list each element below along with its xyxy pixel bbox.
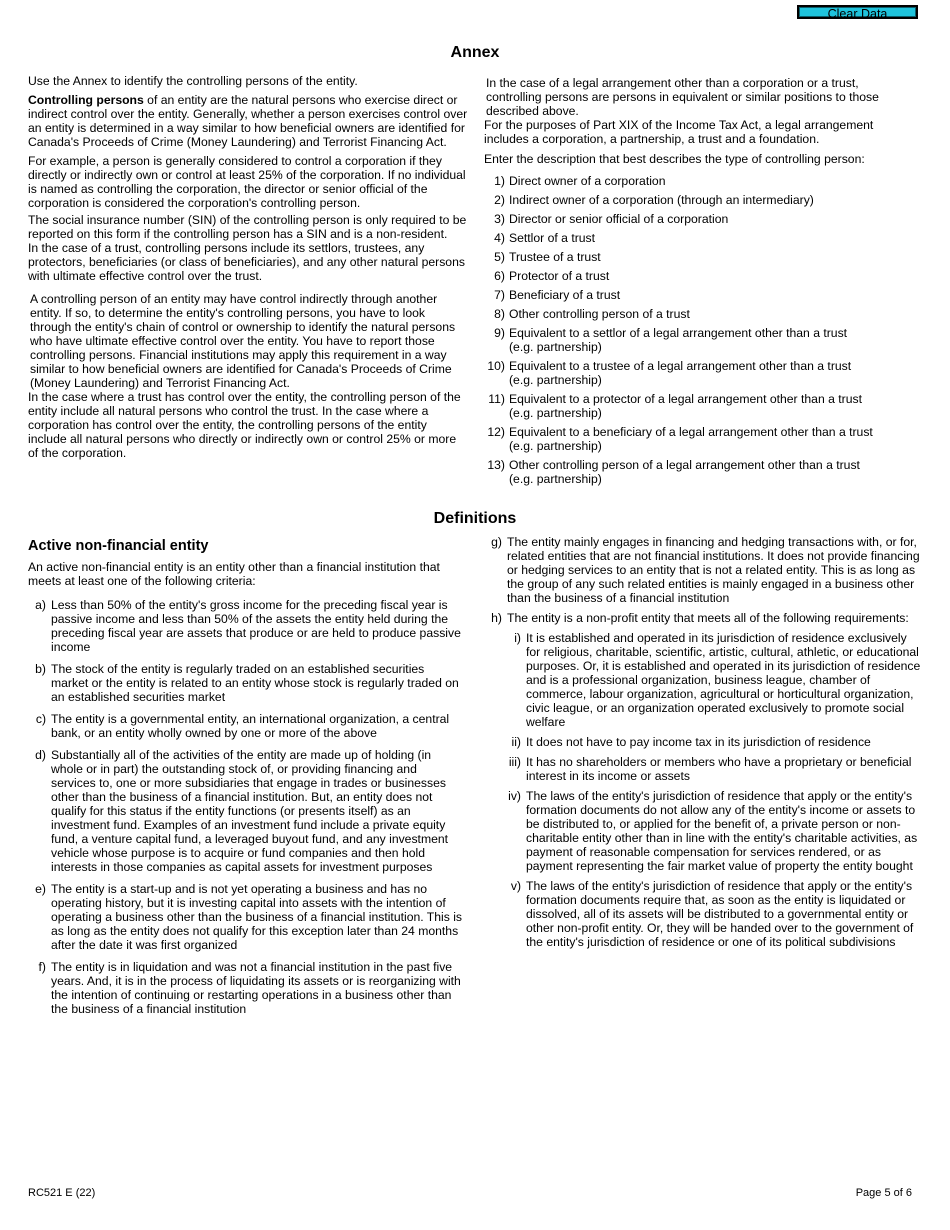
legal-arrangement-paragraph: In the case of a legal arrangement other than a corporation or a trust, controlling persons are persons in equivalent or similar positions to those described above. bbox=[486, 76, 879, 118]
type-label: Other controlling person of a legal arrangement other than a trust bbox=[509, 458, 860, 472]
type-body bbox=[509, 425, 873, 453]
page-number: Page 5 of 6 bbox=[855, 1187, 912, 1199]
criterion-text: The entity is in liquidation and was not a financial institution in the past five years. And, it is in the process of liquidating its assets or is reorganizing with the intention of continuing or restarting operations in a business other than the business of a financial institution bbox=[51, 960, 461, 1016]
controlling-person-type-item bbox=[484, 269, 904, 283]
criterion-text: The entity is a non-profit entity that meets all of the following requirements: bbox=[507, 611, 909, 625]
controlling-person-type-item bbox=[484, 174, 904, 188]
type-label: Direct owner of a corporation bbox=[509, 174, 666, 188]
active-nfe-heading: Active non-financial entity bbox=[28, 538, 209, 554]
criterion-item bbox=[28, 712, 463, 740]
controlling-person-type-item bbox=[484, 231, 904, 245]
type-number: 1) bbox=[494, 174, 505, 188]
controlling-persons-paragraph bbox=[28, 93, 468, 149]
annex-right-column bbox=[484, 76, 904, 491]
criterion-text: Less than 50% of the entity's gross income for the preceding fiscal year is passive income and less than 50% of the assets the entity held during the preceding fiscal year are assets that produce or are held to produce passive income bbox=[51, 598, 461, 654]
criterion-text: It does not have to pay income tax in its jurisdiction of residence bbox=[526, 735, 871, 749]
controlling-person-type-item bbox=[484, 425, 904, 453]
criterion-item bbox=[28, 662, 463, 704]
type-body bbox=[509, 174, 665, 188]
type-number: 8) bbox=[494, 307, 505, 321]
criteria-list-left bbox=[28, 598, 463, 1016]
annex-left-column bbox=[28, 74, 468, 460]
criterion-item bbox=[28, 748, 463, 874]
type-label: Equivalent to a settlor of a legal arrangement other than a trust bbox=[509, 326, 848, 340]
criterion-item bbox=[502, 879, 923, 949]
criterion-marker: g) bbox=[491, 535, 502, 549]
controlling-person-type-item bbox=[484, 307, 904, 321]
criterion-marker: h) bbox=[491, 611, 502, 625]
criterion-marker: e) bbox=[35, 882, 46, 896]
criterion-item bbox=[502, 789, 923, 873]
type-label: Equivalent to a beneficiary of a legal arrangement other than a trust bbox=[509, 425, 873, 439]
definitions-left-column bbox=[28, 538, 463, 1024]
clear-data-button[interactable]: Clear Data bbox=[797, 5, 918, 19]
criterion-marker: i) bbox=[514, 631, 521, 645]
type-number: 6) bbox=[494, 269, 505, 283]
controlling-person-type-item bbox=[484, 193, 904, 207]
active-nfe-intro: An active non-financial entity is an entity other than a financial institution that meets at least one of the following criteria: bbox=[28, 560, 440, 588]
controlling-person-type-item bbox=[484, 458, 904, 486]
type-body bbox=[509, 307, 690, 321]
type-number: 3) bbox=[494, 212, 505, 226]
type-number: 5) bbox=[494, 250, 505, 264]
criterion-marker: a) bbox=[35, 598, 46, 612]
controlling-person-type-item bbox=[484, 250, 904, 264]
annex-title: Annex bbox=[450, 44, 500, 61]
type-body bbox=[509, 392, 862, 420]
type-label: Indirect owner of a corporation (through an intermediary) bbox=[509, 193, 814, 207]
type-number: 13) bbox=[487, 458, 505, 472]
type-number: 9) bbox=[494, 326, 505, 340]
type-label: Equivalent to a trustee of a legal arrangement other than a trust bbox=[509, 359, 852, 373]
criterion-marker: c) bbox=[35, 712, 46, 726]
criterion-text: The laws of the entity's jurisdiction of residence that apply or the entity's formation documents require that, as soon as the entity is liquidated or dissolved, all of its assets will be distributed to a governmental entity or other non-profit entity. Or, they will be handed over to the government of the entity's jurisdiction of residence or one of its political subdivisions bbox=[526, 879, 914, 949]
criterion-text: It is established and operated in its jurisdiction of residence exclusively for religious, charitable, scientific, artistic, cultural, athletic, or educational purposes. Or, it is established and operated in its jurisdiction of residence and is a professional organization, business league, chamber of commerce, labour organization, agricultural or horticultural organization, civic league, or an organization operated exclusively to promote social welfare bbox=[526, 631, 921, 729]
type-example: (e.g. partnership) bbox=[509, 439, 602, 453]
annex-indirect-control-paragraph: A controlling person of an entity may have control indirectly through another entity. If so, to determine the entity's controlling persons, you have to look through the entity's chain of control or ownership to identify the natural persons who have ultimate effective control over the entity. You have to report those controlling persons. Financial institutions may apply this requirement in a way similar to how beneficial owners are identified for Canada's Proceeds of Crime (Money Laundering) and Terrorist Financing Act. bbox=[30, 292, 456, 390]
type-label: Other controlling person of a trust bbox=[509, 307, 690, 321]
criterion-text: Substantially all of the activities of the entity are made up of holding (in whole or in part) the outstanding stock of, or providing financing and services to, one or more subsidiaries that engage in trades or businesses other than the business of a financial institution. But, an entity does not qualify for this status if the entity functions (or presents itself) as an investment fund. Examples of an investment fund include a private equity fund, a venture capital fund, a leveraged buyout fund, and any investment vehicle whose purpose is to acquire or fund companies and then hold interests in those companies as capital assets for investment purposes bbox=[51, 748, 449, 874]
annex-trust-paragraph: In the case of a trust, controlling persons include its settlors, trustees, any protectors, beneficiaries (or class of beneficiaries), and any other natural persons with ultimate effective control over the trust. bbox=[28, 241, 465, 283]
controlling-person-types-list bbox=[484, 174, 904, 486]
type-body bbox=[509, 458, 860, 486]
criterion-text: The entity is a governmental entity, an international organization, a central bank, or an entity wholly owned by one or more of the above bbox=[51, 712, 450, 740]
controlling-person-type-item bbox=[484, 326, 904, 354]
controlling-persons-text: of an entity are the natural persons who exercise direct or indirect control over the entity. Generally, whether a person exercises control over an entity is determined in a way similar to how beneficial owners are identified for Canada's Proceeds of Crime (Money Laundering) and Terrorist Financing Act. bbox=[28, 93, 468, 149]
type-number: 4) bbox=[494, 231, 505, 245]
criterion-marker: f) bbox=[38, 960, 46, 974]
part-xix-paragraph: For the purposes of Part XIX of the Income Tax Act, a legal arrangement includes a corporation, a partnership, a trust and a foundation. bbox=[484, 118, 874, 146]
type-example: (e.g. partnership) bbox=[509, 406, 602, 420]
criterion-item bbox=[28, 960, 463, 1016]
type-number: 2) bbox=[494, 193, 505, 207]
type-number: 11) bbox=[488, 392, 505, 406]
type-label: Equivalent to a protector of a legal arrangement other than a trust bbox=[509, 392, 862, 406]
type-body bbox=[509, 359, 851, 387]
type-label: Protector of a trust bbox=[509, 269, 610, 283]
criterion-marker: iv) bbox=[508, 789, 521, 803]
criterion-marker: d) bbox=[35, 748, 46, 762]
type-number: 10) bbox=[487, 359, 505, 373]
criterion-item bbox=[488, 535, 923, 605]
criterion-item bbox=[28, 598, 463, 654]
type-body bbox=[509, 326, 847, 354]
type-example: (e.g. partnership) bbox=[509, 373, 602, 387]
type-body bbox=[509, 193, 814, 207]
type-body bbox=[509, 212, 728, 226]
annex-sin-paragraph: The social insurance number (SIN) of the controlling person is only required to be reported on this form if the controlling person has a SIN and is a non-resident. bbox=[28, 213, 467, 241]
type-example: (e.g. partnership) bbox=[509, 340, 602, 354]
non-profit-requirements-list bbox=[502, 631, 923, 949]
criterion-text: It has no shareholders or members who have a proprietary or beneficial interest in its income or assets bbox=[526, 755, 912, 783]
annex-example-paragraph: For example, a person is generally considered to control a corporation if they directly or indirectly own or control at least 25% of the corporation. If no individual is named as controlling the corporation, the director or senior official of the corporation is considered the corporation's controlling person. bbox=[28, 154, 466, 210]
controlling-person-type-item bbox=[484, 212, 904, 226]
type-label: Settlor of a trust bbox=[509, 231, 596, 245]
form-code: RC521 E (22) bbox=[28, 1187, 96, 1199]
criterion-marker: b) bbox=[35, 662, 46, 676]
controlling-person-type-item bbox=[484, 392, 904, 420]
criterion-marker: iii) bbox=[508, 755, 521, 769]
criterion-text: The laws of the entity's jurisdiction of residence that apply or the entity's formation documents do not allow any of the entity's income or assets to be distributed to, or applied for the benefit of, a private person or non-charitable entity other than in line with the entity's charitable activities, as payment of reasonable compensation for services rendered, or as payment representing the fair market value of property the entity bought bbox=[526, 789, 918, 873]
type-label: Director or senior official of a corporation bbox=[509, 212, 729, 226]
criterion-item bbox=[502, 631, 923, 729]
criterion-marker: v) bbox=[510, 879, 521, 893]
criterion-item bbox=[488, 611, 923, 625]
criterion-item bbox=[502, 735, 923, 749]
enter-description-instruction: Enter the description that best describes the type of controlling person: bbox=[484, 152, 865, 166]
definitions-title: Definitions bbox=[433, 510, 517, 527]
criterion-text: The stock of the entity is regularly traded on an established securities market or the entity is related to an entity whose stock is regularly traded on an established securities market bbox=[51, 662, 459, 704]
annex-trust-control-paragraph: In the case where a trust has control over the entity, the controlling person of the entity include all natural persons who control the trust. In the case where a corporation has control over the entity, the controlling persons of the entity include all natural persons who directly or indirectly own or control 25% or more of the corporation. bbox=[28, 390, 461, 460]
type-body bbox=[509, 269, 609, 283]
annex-intro: Use the Annex to identify the controlling persons of the entity. bbox=[28, 74, 358, 88]
type-body bbox=[509, 231, 595, 245]
controlling-person-type-item bbox=[484, 288, 904, 302]
definitions-right-column bbox=[488, 535, 923, 955]
type-number: 12) bbox=[487, 425, 505, 439]
criterion-item bbox=[28, 882, 463, 952]
type-body bbox=[509, 250, 601, 264]
criterion-text: The entity is a start-up and is not yet operating a business and has no operating history, but it is investing capital into assets with the intention of operating a business other than the business of a financial institution. This is as long as the entity does not qualify for this exception later than 24 months after the date it was first organized bbox=[51, 882, 463, 952]
criteria-list-right bbox=[488, 535, 923, 625]
controlling-persons-term: Controlling persons bbox=[28, 93, 144, 107]
criterion-marker: ii) bbox=[511, 735, 521, 749]
criterion-item bbox=[502, 755, 923, 783]
type-label: Trustee of a trust bbox=[509, 250, 601, 264]
type-number: 7) bbox=[494, 288, 505, 302]
type-label: Beneficiary of a trust bbox=[509, 288, 621, 302]
criterion-text: The entity mainly engages in financing and hedging transactions with, or for, related entities that are not financial institutions. It does not provide financing or hedging services to an entity that is not a related entity. This is as long as the group of any such related entities is mainly engaged in a business other than the business of a financial institution bbox=[507, 535, 920, 605]
type-example: (e.g. partnership) bbox=[509, 472, 602, 486]
controlling-person-type-item bbox=[484, 359, 904, 387]
type-body bbox=[509, 288, 620, 302]
